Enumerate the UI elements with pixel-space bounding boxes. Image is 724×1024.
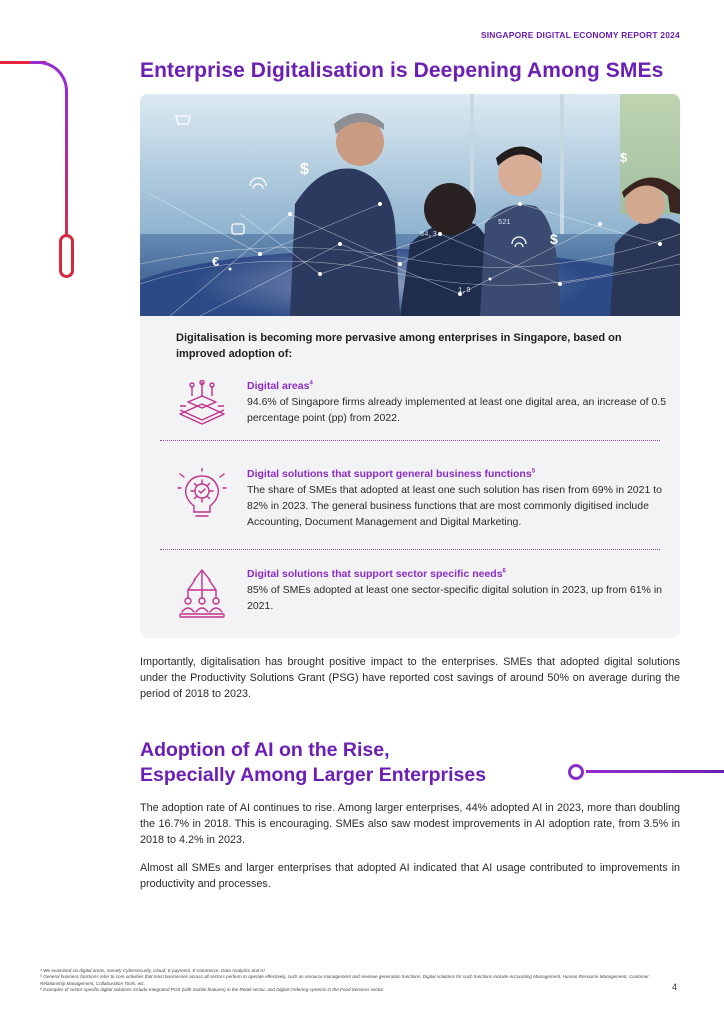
- footnote: ⁶ Examples of sector-specific digital solutions include Integrated POS (with mobile features) in the Retail sector, and Digital Ordering systems in the Food Services sector.: [40, 987, 385, 993]
- item-text: The share of SMEs that adopted at least one such solution has risen from 69% in 2021 to 82% in 2023. The general business functions that are most commonly digitised include Accounting, Document Management and Digital Marketing.: [247, 484, 662, 528]
- decorative-accent-pill: [59, 234, 74, 278]
- gear-lightbulb-icon: [176, 468, 228, 520]
- network-people-icon: [176, 568, 228, 620]
- decorative-accent-vertical: [65, 95, 68, 235]
- hero-overlay-label: $: [300, 161, 309, 178]
- hero-illustration: [140, 94, 680, 316]
- ai-adoption-paragraph: The adoption rate of AI continues to rise. Among larger enterprises, 44% adopted AI in 2023, more than doubling the 16.7% in 2018. This is encouraging. SMEs also saw modest improvements in AI adoption rate, from 3.5% in 2018 to 4.2% in 2023.: [140, 802, 680, 846]
- item-title: Digital solutions that support sector specific needs$^6$: [247, 568, 506, 580]
- footnotes: [40, 968, 670, 994]
- section-title-line: Especially Among Larger Enterprises: [140, 764, 487, 786]
- footnote: ⁵ General business functions refer to core activities that most businesses across all sectors perform to operate effectively, such as resource management and revenue generation functions. Digital solutions for such functions include Accounting Management, Human Resource Management, Customer Relationship Management, Collaboration Tools, etc.: [40, 974, 649, 986]
- running-header-title: SINGAPORE DIGITAL ECONOMY REPORT 2024: [480, 30, 680, 40]
- hero-overlay-label: 64,3: [420, 231, 437, 239]
- section-title-ai-adoption: [140, 738, 486, 788]
- hero-overlay-label: $: [620, 150, 628, 165]
- divider: [160, 440, 660, 441]
- decorative-accent-ring: [568, 764, 584, 780]
- hero-overlay-label: 521: [498, 219, 511, 227]
- ai-productivity-paragraph: Almost all SMEs and larger enterprises that adopted AI indicated that AI usage contributed to improvements in productivity and processes.: [140, 862, 680, 890]
- footnote: ⁴ We examined six digital areas, namely Cybersecurity, Cloud, E-payment, E-commerce, Data Analytics and AI.: [40, 968, 266, 973]
- hero-overlay-label: $: [550, 231, 558, 247]
- hero-photo-business-meeting: [140, 94, 680, 316]
- decorative-accent-line: [586, 770, 724, 773]
- page-number: 4: [672, 982, 678, 992]
- layers-circuit-icon: [176, 380, 228, 432]
- item-text: 85% of SMEs adopted at least one sector-specific digital solution in 2023, up from 61% in 2021.: [247, 584, 662, 612]
- psg-paragraph: Importantly, digitalisation has brought positive impact to the enterprises. SMEs that adopted digital solutions under the Productivity Solutions Grant (PSG) have reported cost savings of around 50% on average during the period of 2018 to 2023.: [140, 656, 680, 700]
- item-text: 94.6% of Singapore firms already implemented at least one digital area, an increase of 0.5 percentage point (pp) from 2022.: [247, 396, 667, 424]
- item-title: Digital solutions that support general business functions$^5$: [247, 468, 536, 480]
- section-title-digitalisation: Enterprise Digitalisation is Deepening Among SMEs: [140, 59, 664, 82]
- decorative-accent-arc: [30, 61, 68, 97]
- section-title-line: Adoption of AI on the Rise,: [140, 739, 390, 761]
- digitalisation-card: [140, 94, 680, 638]
- hero-overlay-label: 1,9: [458, 287, 471, 295]
- digitalisation-intro: Digitalisation is becoming more pervasive among enterprises in Singapore, based on improved adoption of:: [176, 332, 622, 360]
- divider: [160, 549, 660, 550]
- item-title: Digital areas$^4$: [247, 380, 313, 392]
- hero-overlay-label: €: [212, 254, 220, 269]
